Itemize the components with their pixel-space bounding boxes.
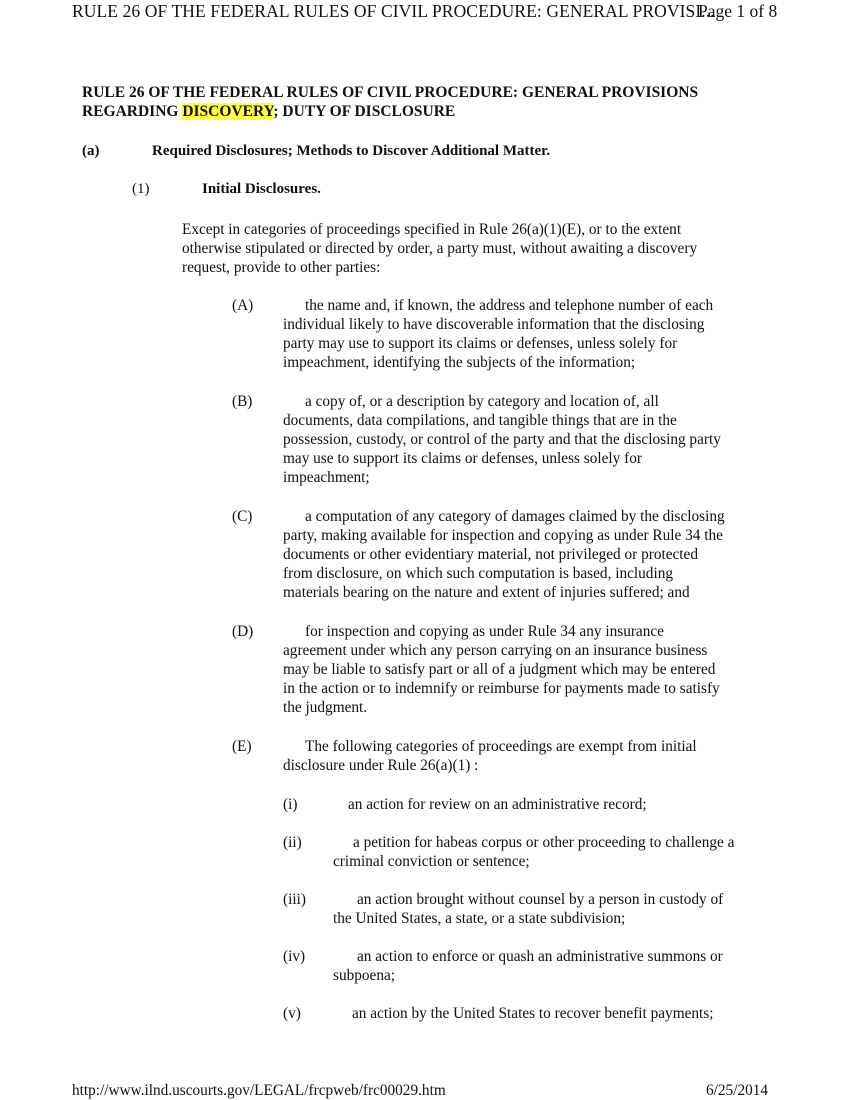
subitem-marker: (v) — [283, 1005, 301, 1022]
title-text: ; DUTY OF DISCLOSURE — [273, 103, 456, 120]
list-item — [352, 1004, 714, 1023]
page-number: Page 1 of 8 — [698, 1, 778, 21]
paragraph-line: documents or other evidentiary material, not privileged or protected — [283, 546, 698, 563]
paragraph-line: impeachment; — [283, 469, 370, 486]
search-highlight: DISCOVERY — [182, 103, 274, 120]
source-url: http://www.ilnd.uscourts.gov/LEGAL/frcpweb/frc00029.htm — [72, 1082, 446, 1099]
document-title-line-1: RULE 26 OF THE FEDERAL RULES OF CIVIL PROCEDURE: GENERAL PROVISIONS — [82, 84, 699, 101]
list-item — [283, 392, 721, 487]
item-marker: (B) — [232, 393, 253, 410]
list-item — [283, 737, 697, 775]
list-item — [348, 795, 647, 814]
list-item — [333, 833, 734, 871]
paragraph-line: Except in categories of proceedings specified in Rule 26(a)(1)(E), or to the extent — [182, 221, 682, 238]
section-a-heading: Required Disclosures; Methods to Discover Additional Matter. — [152, 143, 551, 159]
paragraph-line: the judgment. — [283, 699, 368, 716]
list-item — [283, 622, 720, 717]
item-marker: (D) — [232, 623, 254, 640]
page-header-title: RULE 26 OF THE FEDERAL RULES OF CIVIL PROCEDURE: GENERAL PROVISI... — [72, 1, 715, 21]
paragraph-line: possession, custody, or control of the party and that the disclosing party — [283, 431, 721, 448]
print-date: 6/25/2014 — [706, 1082, 769, 1099]
paragraph-line: in the action or to indemnify or reimburse for payments made to satisfy — [283, 680, 720, 697]
paragraph-line: subpoena; — [333, 967, 396, 984]
list-item — [333, 947, 723, 985]
paragraph-line: an action to enforce or quash an administrative summons or — [357, 948, 723, 965]
section-a-marker: (a) — [82, 143, 100, 159]
paragraph-line: individual likely to have discoverable information that the disclosing — [283, 316, 705, 333]
paragraph-line: party, making available for inspection and copying as under Rule 34 the — [283, 527, 723, 544]
paragraph-line: impeachment, identifying the subjects of the information; — [283, 354, 636, 371]
paragraph-line: criminal conviction or sentence; — [333, 853, 530, 870]
paragraph-line: agreement under which any person carrying on an insurance business — [283, 642, 708, 659]
document-title-line-2 — [82, 102, 455, 121]
subitem-marker: (ii) — [283, 834, 302, 851]
paragraph-line: an action by the United States to recover benefit payments; — [352, 1005, 714, 1022]
paragraph-line: an action brought without counsel by a person in custody of — [357, 891, 724, 908]
paragraph-line: a computation of any category of damages claimed by the disclosing — [305, 508, 725, 525]
item-marker: (E) — [232, 738, 252, 755]
paragraph-line: request, provide to other parties: — [182, 259, 381, 276]
paragraph-line: party may use to support its claims or defenses, unless solely for — [283, 335, 678, 352]
paragraph-line: from disclosure, on which such computation is based, including — [283, 565, 674, 582]
paragraph-line: The following categories of proceedings are exempt from initial — [305, 738, 697, 755]
paragraph-line: materials bearing on the nature and extent of injuries suffered; and — [283, 584, 690, 601]
subitem-marker: (iv) — [283, 948, 306, 965]
paragraph-line: the name and, if known, the address and telephone number of each — [305, 297, 714, 314]
title-text: REGARDING — [82, 103, 183, 120]
paragraph-line: the United States, a state, or a state subdivision; — [333, 910, 626, 927]
paragraph-line: for inspection and copying as under Rule 34 any insurance — [305, 623, 664, 640]
subitem-marker: (iii) — [283, 891, 306, 908]
list-item — [283, 296, 713, 372]
paragraph-line: otherwise stipulated or directed by order, a party must, without awaiting a discovery — [182, 240, 698, 257]
paragraph-line: a copy of, or a description by category and location of, all — [305, 393, 659, 410]
item-marker: (A) — [232, 297, 254, 314]
paragraph-line: documents, data compilations, and tangible things that are in the — [283, 412, 677, 429]
paragraph-line: a petition for habeas corpus or other proceeding to challenge a — [353, 834, 735, 851]
list-item — [333, 890, 723, 928]
item-marker: (C) — [232, 508, 253, 525]
section-1-marker: (1) — [132, 181, 150, 197]
paragraph-line: may be liable to satisfy part or all of a judgment which may be entered — [283, 661, 716, 678]
list-item — [283, 507, 725, 602]
section-1-heading: Initial Disclosures. — [202, 181, 321, 197]
intro-paragraph — [182, 220, 697, 277]
subitem-marker: (i) — [283, 796, 298, 813]
paragraph-line: disclosure under Rule 26(a)(1) : — [283, 757, 479, 774]
paragraph-line: an action for review on an administrative record; — [348, 796, 647, 813]
paragraph-line: may use to support its claims or defenses, unless solely for — [283, 450, 642, 467]
